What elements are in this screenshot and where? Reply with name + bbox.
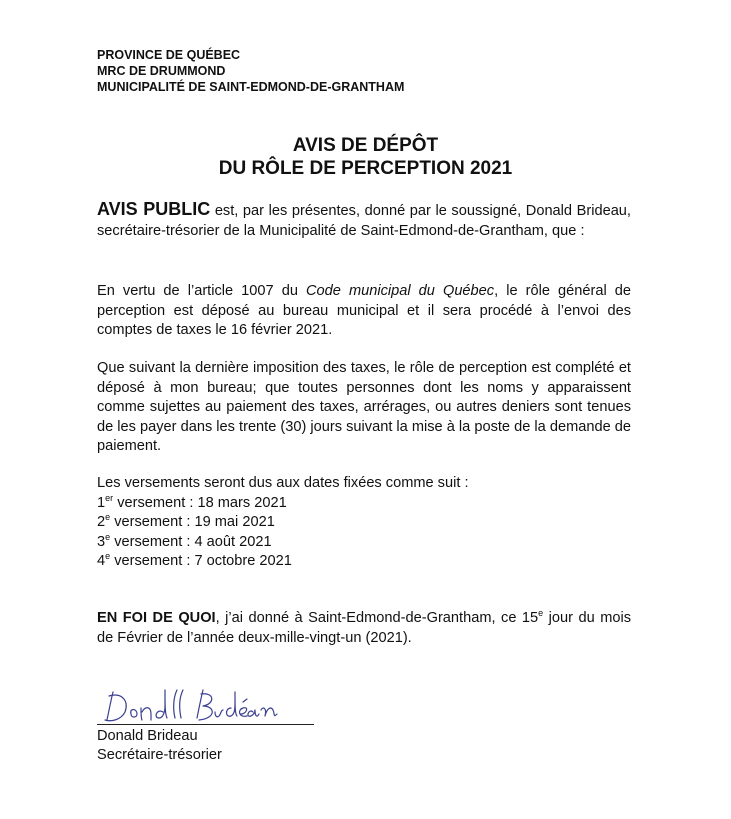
intro-text: est, par les présentes, donné par le soussigné, Donald Brideau, secrétaire-trésorier de la Municipalité de Saint-Edmond-de-Grantham, que : [97,203,631,239]
handwritten-signature [97,684,317,728]
signatory-name: Donald Brideau [97,728,198,744]
province-line: PROVINCE DE QUÉBEC [97,48,241,62]
payment-item: 3e versement : 4 août 2021 [97,531,272,550]
paragraph-article-1007 [97,282,631,341]
signatory-role: Secrétaire-trésorier [97,747,222,763]
notice-title [0,134,731,180]
signature-scribble [97,684,317,728]
avis-public-lead: AVIS PUBLIC [97,199,211,219]
closing-paragraph: EN FOI DE QUOI, j’ai donné à Saint-Edmond-de-Grantham, ce 15e jour du mois de Février de l’année deux-mille-vingt-un (2021). [97,608,632,646]
document-header [97,47,404,95]
paragraph-role-perception: Que suivant la dernière imposition des taxes, le rôle de perception est complété et déposé à mon bureau; que toutes personnes dont les noms y apparaissent comme sujettes au paiement des taxes, arrérages, ou autres deniers sont tenues de les payer dans les trente (30) jours suivant la mise à la poste de la demande de paiement. [97,360,631,454]
signature-line [97,724,314,725]
title-line-1: AVIS DE DÉPÔT [292,135,439,156]
payments-schedule [97,474,631,572]
mrc-line: MRC DE DRUMMOND [97,64,226,78]
municipality-line: MUNICIPALITÉ DE SAINT-EDMOND-DE-GRANTHAM [97,80,405,94]
p1-before: En vertu de l’article 1007 du [97,283,307,299]
title-line-2: DU RÔLE DE PERCEPTION 2021 [218,158,513,179]
en-foi-de-quoi-lead: EN FOI DE QUOI [97,610,216,626]
payment-item: 1er versement : 18 mars 2021 [97,492,287,511]
payment-item: 4e versement : 7 octobre 2021 [97,551,292,569]
intro-paragraph [97,200,631,241]
payments-intro: Les versements seront dus aux dates fixées comme suit : [97,475,469,491]
p1-after: , le rôle général de perception est déposé au bureau municipal et il sera procédé à l’envoi des comptes de taxes le 16 février 2021. [97,283,632,338]
signatory-block [97,727,222,765]
payment-item: 2e versement : 19 mai 2021 [97,512,275,530]
p1-code-municipal: Code municipal du Québec [306,283,495,299]
